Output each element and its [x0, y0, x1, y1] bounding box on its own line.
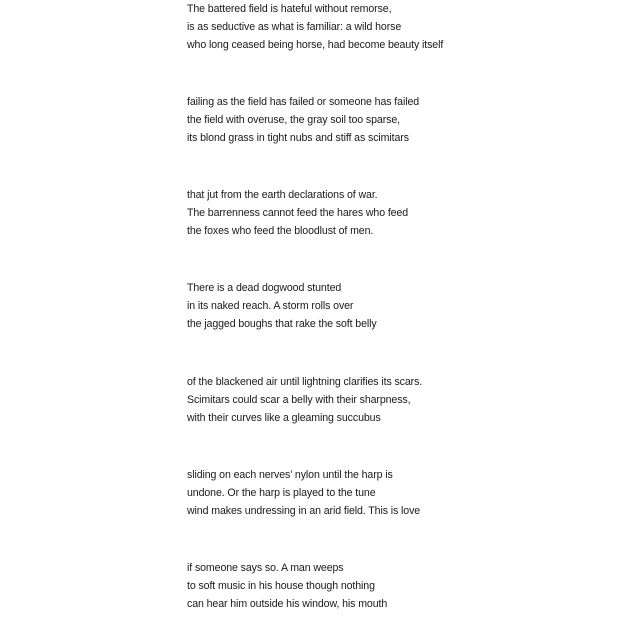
poem-line: is as seductive as what is familiar: a wild horse [187, 21, 402, 34]
poem-line: There is a dead dogwood stunted [187, 282, 342, 294]
poem-line: The battered field is hateful without remorse, [187, 3, 392, 15]
poem-line: that jut from the earth declarations of war. [187, 189, 378, 201]
stanza-6 [187, 466, 420, 521]
poem-line: Scimitars could scar a belly with their sharpness, [187, 394, 411, 407]
stanza-5 [187, 373, 422, 428]
poem-line: of the blackened air until lightning clarifies its scars. [187, 376, 423, 388]
poem-line: to soft music in his house though nothing [187, 580, 375, 593]
poem-line: wind makes undressing in an arid field. This is love [187, 505, 421, 518]
stanza-1 [187, 0, 443, 55]
poem-line: the foxes who feed the bloodlust of men. [187, 225, 374, 238]
poem-line: with their curves like a gleaming succubus [187, 412, 381, 425]
stanza-7 [187, 559, 387, 614]
poem-line: can hear him outside his window, his mouth [187, 598, 388, 611]
poem-line: the jagged boughs that rake the soft belly [187, 318, 377, 331]
stanza-4 [187, 279, 377, 334]
poem-line: failing as the field has failed or someone has failed [187, 96, 420, 108]
poem-line: The barrenness cannot feed the hares who feed [187, 207, 409, 220]
poem-line: if someone says so. A man weeps [187, 562, 344, 574]
stanza-3 [187, 186, 408, 241]
poem-line: the field with overuse, the gray soil too sparse, [187, 114, 400, 127]
poem-line: its blond grass in tight nubs and stiff as scimitars [187, 132, 409, 145]
poem-line: undone. Or the harp is played to the tune [187, 487, 376, 500]
poem-line: in its naked reach. A storm rolls over [187, 300, 354, 313]
poem-line: who long ceased being horse, had become beauty itself [187, 39, 444, 52]
poem-line: sliding on each nerves’ nylon until the harp is [187, 469, 393, 481]
stanza-2 [187, 93, 419, 148]
